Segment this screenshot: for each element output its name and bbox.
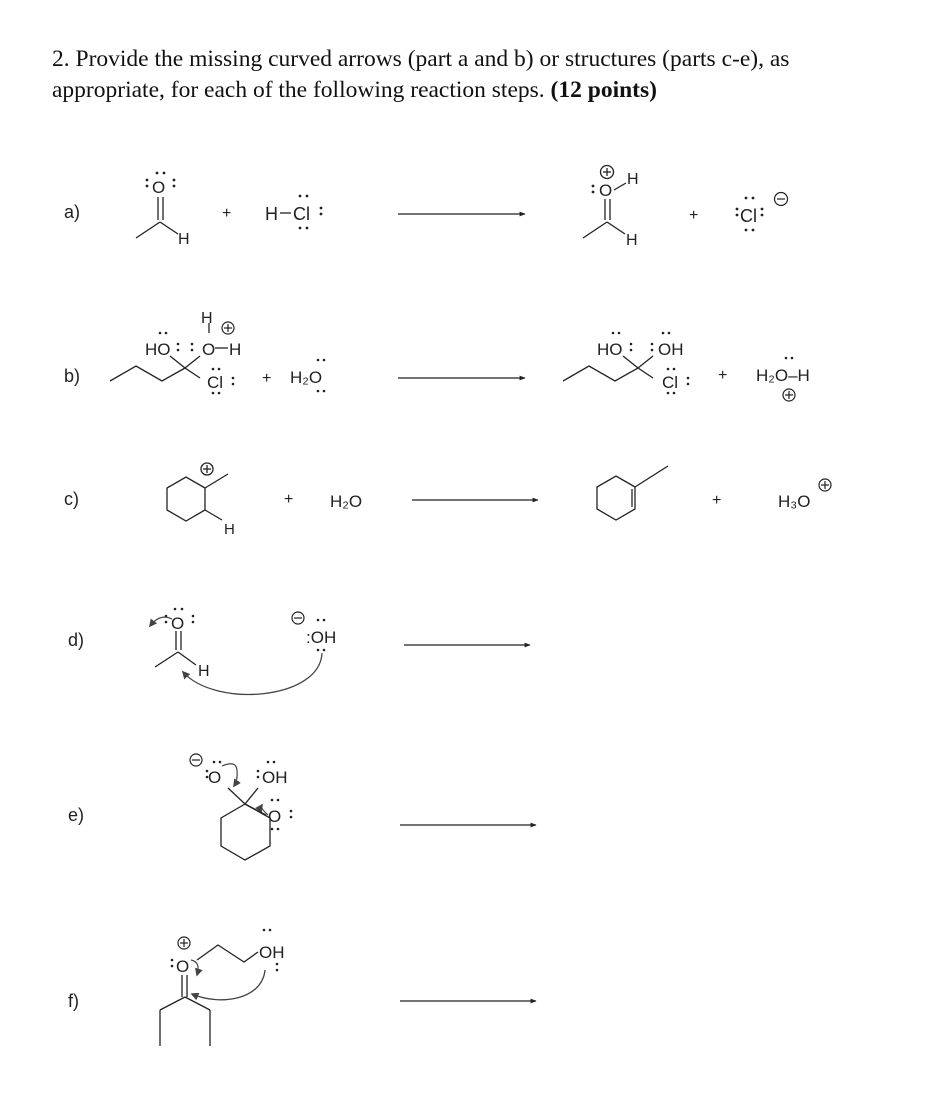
curved-arrow [191,960,198,975]
hydronium: H₂O–H [756,366,810,385]
oxonium-oxygen: O [176,957,190,976]
plus-sign: + [284,491,294,508]
negative-charge-icon [775,193,788,206]
part-label-b: b) [64,366,81,386]
question-body: Provide the missing curved arrows (part a and b) or structures (parts c-e), as appropriate, for each of the following reaction steps. [52,46,790,103]
plus-sign: + [262,370,272,387]
part-label-f: f) [68,991,79,1011]
chain-skeleton [563,356,653,381]
hydronium: H₃O [778,492,811,511]
hydroxyl-group: HO [597,340,623,359]
atom-oxygen: O [268,807,282,826]
plus-sign: + [712,492,722,509]
acetaldehyde-reactant [136,197,178,238]
atom-hydrogen: H [626,232,638,249]
hydroxyl-group: OH [259,943,285,962]
positive-charge-icon [178,937,190,949]
question-points: (12 points) [550,77,657,103]
atom-oxygen: O [152,178,166,197]
lone-pairs [785,357,794,360]
atom-oxygen: O [202,340,216,359]
atom-hydrogen: H [627,171,639,188]
part-c [64,463,831,538]
atom-hydrogen: H [229,340,242,359]
atom-chlorine: Cl [293,204,310,224]
part-a [64,166,788,250]
curved-arrow [150,617,172,626]
cyclohexane-ring [221,788,270,860]
atom-hydrogen: H [201,310,213,327]
hydroxide: :OH [306,628,337,647]
part-label-d: d) [68,630,85,650]
protonated-acetaldehyde-product [583,166,626,239]
cyclohexyl-cation [167,463,228,521]
atom-chlorine: Cl [740,206,757,226]
part-e [68,754,536,860]
atom-chlorine: Cl [207,373,224,392]
atom-hydrogen: H [265,204,278,224]
part-f [68,929,536,1046]
part-label-e: e) [68,805,85,825]
hydroxyl-group: HO [145,340,171,359]
atom-hydrogen: H [178,231,190,248]
question-number: 2. [52,46,70,72]
plus-sign: + [718,367,728,384]
plus-sign: + [222,205,232,222]
hydroxyl-group: OH [262,768,288,787]
part-label-c: c) [64,489,79,509]
part-d [68,608,530,695]
negative-charge-icon [292,612,304,624]
water: H₂O [290,368,323,387]
atom-hydrogen: H [224,521,235,538]
water: H₂O [330,492,363,511]
atom-oxygen: O [171,614,185,633]
positive-charge-icon [222,322,234,334]
curved-arrow [222,764,237,786]
atom-hydrogen: H [198,663,210,680]
atom-chlorine: Cl [662,373,679,392]
hydroxyl-group: OH [658,340,684,359]
part-label-a: a) [64,202,81,222]
lone-pairs [592,185,595,194]
part-b [64,310,810,401]
acetaldehyde-reactant [155,631,196,667]
plus-sign: + [689,207,699,224]
positive-charge-icon [783,389,795,401]
methylcyclohexene-product [597,466,668,520]
atom-oxygen: O [599,181,613,200]
curved-arrow [192,970,265,1000]
positive-charge-icon [819,479,831,491]
negative-charge-icon [190,754,202,766]
alkoxide-oxygen: O [208,768,222,787]
